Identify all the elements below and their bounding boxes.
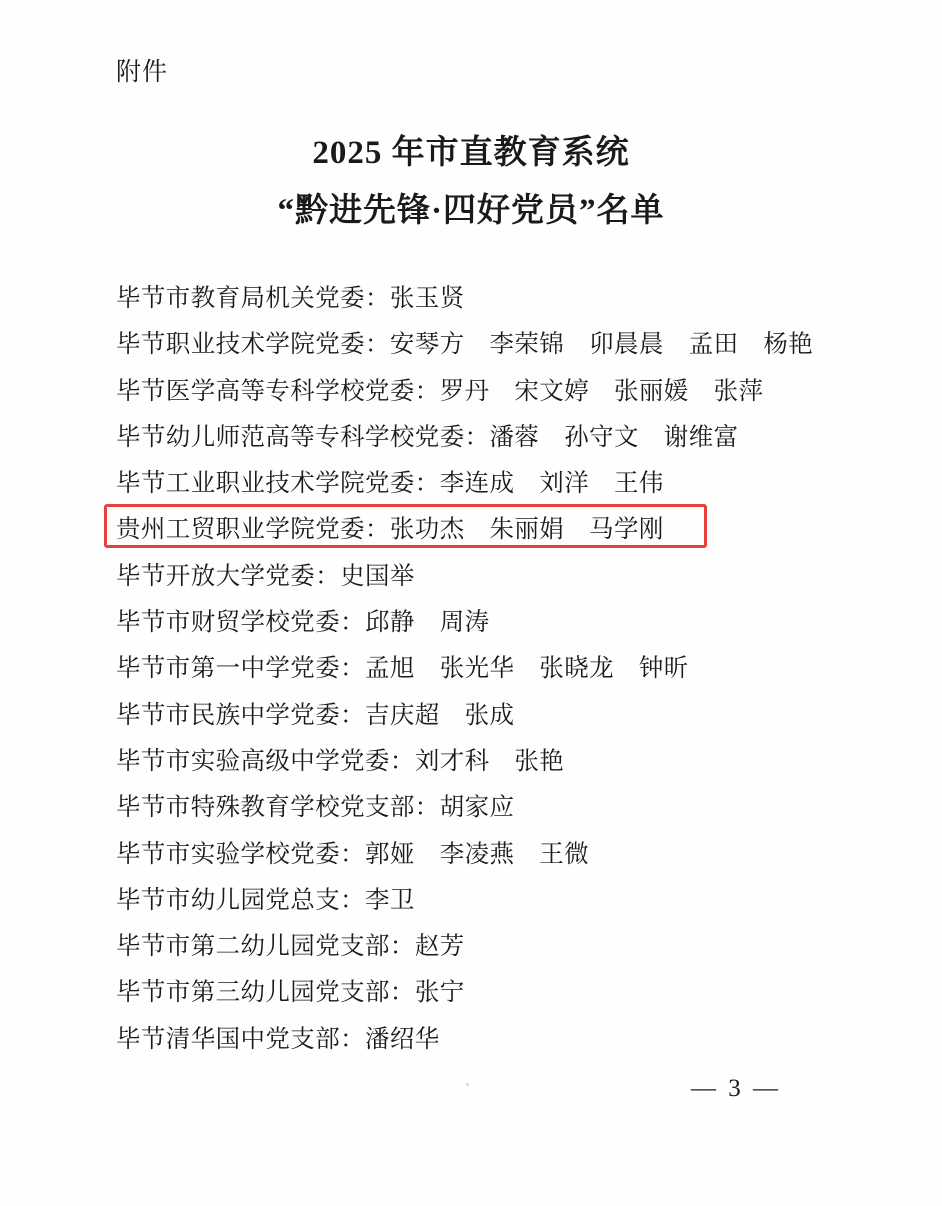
list-item-organization: 毕节市实验高级中学党委： <box>116 747 415 775</box>
list-item-names: 孟旭 张光华 张晓龙 钟昕 <box>365 655 689 683</box>
list-item-organization: 毕节幼儿师范高等专科学校党委： <box>116 423 490 451</box>
list-item <box>116 739 876 785</box>
scan-artifact <box>466 1083 469 1086</box>
list-item <box>116 369 876 415</box>
list-item-names: 李卫 <box>365 886 415 914</box>
list-item-organization: 毕节市教育局机关党委： <box>116 285 390 312</box>
list-item-names: 郭娅 李凌燕 王微 <box>365 840 590 868</box>
list-item-organization: 毕节市第二幼儿园党支部： <box>116 933 415 961</box>
list-item <box>116 785 876 831</box>
title-line-1: 2025 年市直教育系统 <box>312 135 630 171</box>
list-item-names: 安琴方 李荣锦 卯晨晨 孟田 杨艳 <box>389 331 814 359</box>
list-item-names: 李连成 刘洋 王伟 <box>439 470 664 498</box>
list-item <box>116 276 876 322</box>
list-item-names: 张功杰 朱丽娟 马学刚 <box>389 516 664 544</box>
list-item-names: 赵芳 <box>414 933 465 961</box>
list-item-names: 刘才科 张艳 <box>414 747 565 775</box>
list-item <box>116 461 876 507</box>
list-item <box>116 1017 876 1063</box>
list-item-organization: 毕节工业职业技术学院党委： <box>116 470 440 498</box>
list-item-names: 罗丹 宋文婷 张丽媛 张萍 <box>439 377 764 405</box>
list-item <box>116 646 876 692</box>
list-item <box>116 600 876 646</box>
list-item-names: 吉庆超 张成 <box>365 701 515 729</box>
title-line-2: “黔进先锋·四好党员”名单 <box>277 193 665 229</box>
attachment-label: 附件 <box>116 59 169 86</box>
list-item-names: 胡家应 <box>439 794 515 822</box>
list-item-names: 潘蓉 孙守文 谢维富 <box>489 423 739 451</box>
list-item <box>116 924 876 970</box>
list-item-organization: 毕节市幼儿园党总支： <box>116 886 365 914</box>
list-item-organization: 毕节医学高等专科学校党委： <box>116 377 440 405</box>
list-item <box>116 415 876 461</box>
list-item-organization: 毕节市财贸学校党委： <box>116 609 365 637</box>
list-item-organization: 毕节开放大学党委： <box>116 562 341 590</box>
page-number-text: — 3 — <box>691 1075 781 1102</box>
list-item-organization: 毕节清华国中党支部： <box>116 1025 365 1053</box>
list-item-organization: 毕节市实验学校党委： <box>116 840 365 868</box>
list-item <box>116 322 876 368</box>
list-item <box>116 693 876 739</box>
list-item-organization: 毕节市民族中学党委： <box>116 701 365 729</box>
page-number <box>0 1075 942 1103</box>
list-item <box>116 554 876 600</box>
list-item <box>116 507 876 553</box>
page-title <box>0 128 942 236</box>
list-item <box>116 878 876 924</box>
list-item <box>116 832 876 878</box>
name-list <box>116 276 876 1063</box>
list-item <box>116 970 876 1016</box>
list-item-names: 张宁 <box>414 979 465 1007</box>
list-item-organization: 毕节市第三幼儿园党支部： <box>116 979 415 1007</box>
list-item-names: 史国举 <box>340 562 415 590</box>
list-item-organization: 贵州工贸职业学院党委： <box>116 516 390 544</box>
list-item-names: 潘绍华 <box>365 1025 440 1053</box>
list-item-names: 邱静 周涛 <box>365 609 490 637</box>
list-item-organization: 毕节市特殊教育学校党支部： <box>116 794 440 822</box>
list-item-names: 张玉贤 <box>389 285 465 312</box>
list-item-organization: 毕节职业技术学院党委： <box>116 331 390 359</box>
list-item-organization: 毕节市第一中学党委： <box>116 655 365 683</box>
